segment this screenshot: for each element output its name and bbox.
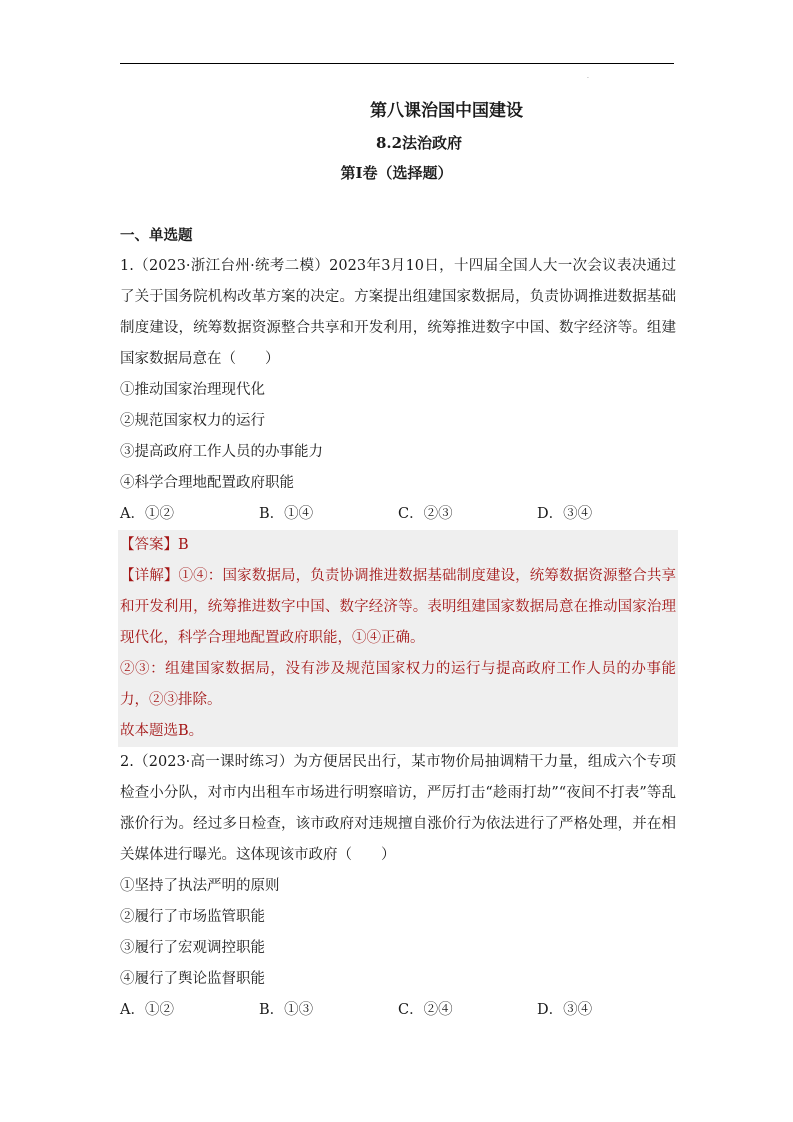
q1-answer-box xyxy=(118,530,678,747)
q1-answer: 【答案】B xyxy=(120,537,189,553)
lesson-subtitle: 8.2法治政府 xyxy=(375,134,463,152)
q1-item-1: ①推动国家治理现代化 xyxy=(120,382,265,398)
q2-item-1: ①坚持了执法严明的原则 xyxy=(120,878,280,894)
q1-conclusion: 故本题选B。 xyxy=(120,723,204,739)
q1-item-4: ④科学合理地配置政府职能 xyxy=(120,475,294,491)
q2-option-d: D．③④ xyxy=(537,1002,593,1018)
q1-item-3: ③提高政府工作人员的办事能力 xyxy=(120,444,323,460)
volume-title: 第I卷（选择题） xyxy=(340,164,453,182)
header-rule xyxy=(120,63,674,64)
q2-options xyxy=(120,995,676,1026)
q2-option-c: C．②④ xyxy=(398,1002,453,1018)
lesson-title: 第八课治国中国建设 xyxy=(370,101,523,121)
q1-option-b: B．①④ xyxy=(259,506,314,522)
q2-item-2: ②履行了市场监管职能 xyxy=(120,909,265,925)
header-dot: . xyxy=(587,73,589,80)
section-heading: 一、单选题 xyxy=(120,227,193,244)
q2-item-3: ③履行了宏观调控职能 xyxy=(120,940,265,956)
q1-detail-2: ②③：组建国家数据局，没有涉及规范国家权力的运行与提高政府工作人员的办事能力，②③排除。 xyxy=(120,661,676,708)
q1-option-d: D．③④ xyxy=(537,506,593,522)
q1-detail-1: 【详解】①④：国家数据局，负责协调推进数据基础制度建设，统筹数据资源整合共享和开发利用，统筹推进数字中国、数字经济等。表明组建国家数据局意在推动国家治理现代化，科学合理地配置政府职能，①④正确。 xyxy=(120,568,676,646)
q1-item-2: ②规范国家权力的运行 xyxy=(120,413,265,429)
q1-stem: 1.（2023·浙江台州·统考二模）2023年3月10日，十四届全国人大一次会议表决通过了关于国务院机构改革方案的决定。方案提出组建国家数据局，负责协调推进数据基础制度建设，统筹数据资源整合共享和开发利用，统筹推进数字中国、数字经济等。组建国家数据局意在（ ） xyxy=(120,258,676,367)
q2-stem: 2.（2023·高一课时练习）为方便居民出行，某市物价局抽调精干力量，组成六个专项检查小分队，对市内出租车市场进行明察暗访，严厉打击“趁雨打劫”“夜间不打表”等乱涨价行为。经过多日检查，该市政府对违规擅自涨价行为依法进行了严格处理，并在相关媒体进行曝光。这体现该市政府（ ） xyxy=(120,754,676,863)
q2-option-b: B．①③ xyxy=(259,1002,314,1018)
q1-option-a: A．①② xyxy=(120,506,174,522)
content-area xyxy=(120,220,676,1026)
q1-option-c: C．②③ xyxy=(398,506,453,522)
q2-item-4: ④履行了舆论监督职能 xyxy=(120,971,265,987)
q1-options xyxy=(120,499,676,530)
q2-option-a: A．①② xyxy=(120,1002,174,1018)
